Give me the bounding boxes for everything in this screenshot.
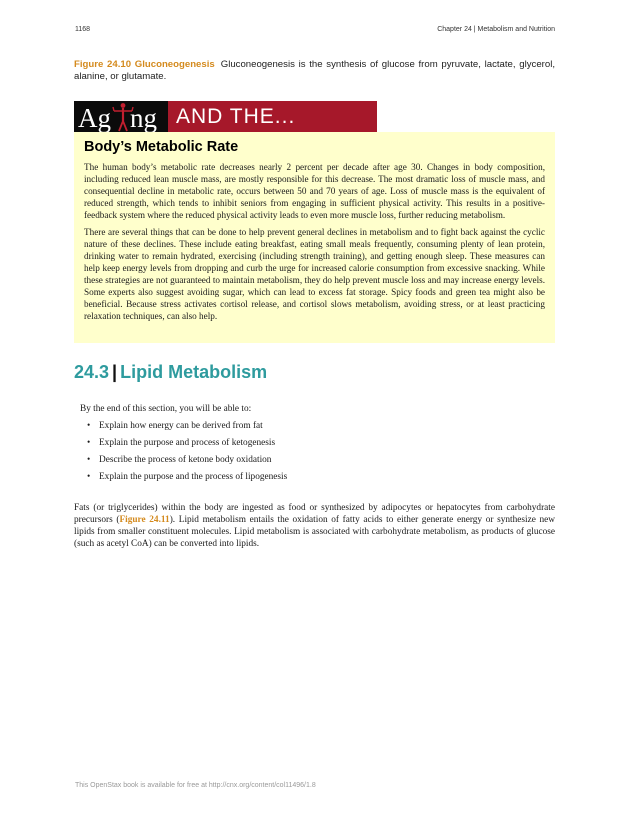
bullet-icon: •: [87, 438, 91, 448]
body-paragraph: [74, 502, 555, 550]
objectives-list: [87, 420, 287, 488]
list-item: [87, 437, 287, 454]
page-number: 1168: [75, 26, 91, 33]
bullet-icon: •: [87, 472, 91, 482]
list-item: [87, 420, 287, 437]
objective-text: Describe the process of ketone body oxidation: [99, 455, 272, 465]
figure-link[interactable]: Figure 24.11: [119, 515, 170, 525]
objective-text: Explain the purpose and process of ketogenesis: [99, 438, 276, 448]
aging-logo-graphic: [74, 101, 168, 132]
list-item: [87, 471, 287, 488]
objectives-intro: By the end of this section, you will be able to:: [80, 404, 252, 414]
section-heading: [74, 362, 267, 383]
feature-title: Body’s Metabolic Rate: [84, 139, 239, 155]
section-separator: |: [112, 362, 118, 382]
figure-caption-text: Gluconeogenesis is the synthesis of glucose from pyruvate, lactate, glycerol, alanine, or glutamate.: [74, 59, 555, 82]
aging-feature-box: [74, 132, 555, 343]
bullet-icon: •: [87, 455, 91, 465]
and-the-bar: [168, 101, 377, 132]
body-text-start: Fats (or triglycerides) within the body are ingested as food or synthesized by adipocytes or hepatocytes from carbohydrate precursors (: [74, 503, 555, 525]
bullet-icon: •: [87, 421, 91, 431]
section-number: 24.3: [74, 362, 110, 382]
aging-feature-banner: [74, 101, 377, 132]
figure-caption: [74, 59, 555, 83]
feature-paragraph: The human body’s metabolic rate decreases nearly 2 percent per decade after age 30. Changes in body composition, including reduced lean muscle mass, are mostly responsible for this decrease. The most dramatic loss of muscle mass, and consequential decline in metabolic rate, occurs between 50 and 70 years of age. Loss of muscle mass is the equivalent of reduced strength, which tends to inhibit seniors from engaging in sufficient physical activity. This results in a positive-feedback system where the reduced physical activity leads to even more muscle loss, further reducing metabolism.: [84, 162, 545, 220]
objective-text: Explain the purpose and the process of lipogenesis: [99, 472, 288, 482]
running-head: Chapter 24 | Metabolism and Nutrition: [437, 26, 555, 33]
figure-caption-label: Figure 24.10 Gluconeogenesis: [74, 59, 215, 70]
section-title: Lipid Metabolism: [120, 362, 268, 382]
objective-text: Explain how energy can be derived from fat: [99, 421, 263, 431]
svg-text:ng: ng: [130, 103, 157, 132]
body-text-end: ). Lipid metabolism entails the oxidation of fatty acids to either generate energy or synthesize new lipids from smaller constituent molecules. Lipid metabolism is associated with carbohydrate metabolism, as products of glucose (such as acetyl CoA) can be converted into lipids.: [74, 515, 555, 549]
svg-text:Ag: Ag: [78, 103, 111, 132]
footer-text: This OpenStax book is available for free at http://cnx.org/content/col11496/1.8: [75, 782, 316, 789]
feature-paragraph: There are several things that can be done to help prevent general declines in metabolism and to fight back against the cyclic nature of these declines. These include eating breakfast, eating small meals frequently, consuming plenty of lean protein, drinking water to remain hydrated, exercising (including strength training), and getting enough sleep. These measures can help keep energy levels from dropping and curb the urge for increased calorie consumption from excessive snacking. While these strategies are not guaranteed to maintain metabolism, they do help prevent muscle loss and may increase energy levels. Some experts also suggest avoiding sugar, which can lead to excess fat storage. Spicy foods and green tea might also be beneficial. Because stress activates cortisol release, and cortisol slows metabolism, avoiding stress, or at least practicing relaxation techniques, can also help.: [84, 227, 545, 321]
banner-text: AND THE...: [176, 105, 296, 128]
list-item: [87, 454, 287, 471]
aging-logo: [74, 101, 168, 132]
